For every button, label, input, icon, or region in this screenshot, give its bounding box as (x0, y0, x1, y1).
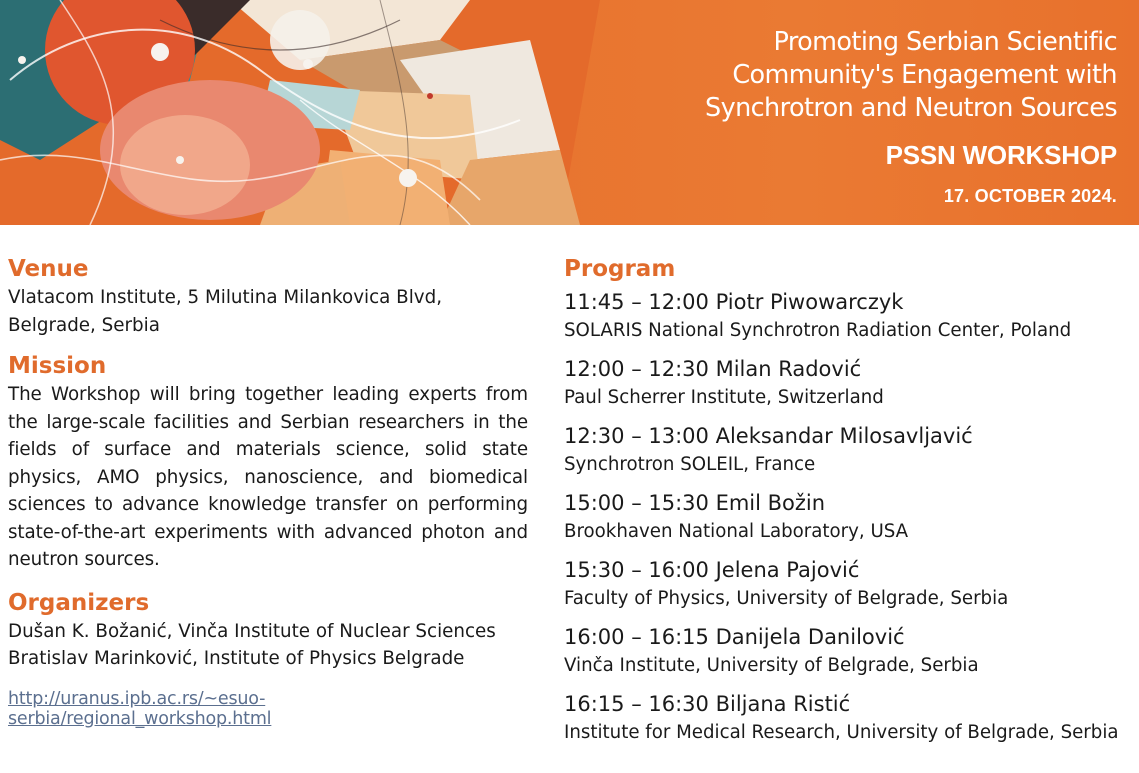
program-item (564, 354, 1134, 412)
program-slot (564, 354, 1134, 384)
workshop-name: PSSN WORKSHOP (885, 140, 1117, 170)
program-affiliation: Paul Scherrer Institute, Switzerland (564, 387, 884, 408)
program-speaker: Emil Božin (715, 491, 826, 515)
organizers-section (8, 588, 528, 673)
workshop-date: 17. OCTOBER 2024. (943, 186, 1117, 206)
program-item (564, 622, 1134, 680)
program-affiliation: Vinča Institute, University of Belgrade, Serbia (564, 655, 979, 676)
program-affiliation: Synchrotron SOLEIL, France (564, 454, 816, 475)
program-time: 12:00 – 12:30 (564, 357, 709, 381)
workshop-link[interactable]: http://uranus.ipb.ac.rs/~esuo-serbia/regional_workshop.html (8, 688, 272, 729)
program-affiliation: Faculty of Physics, University of Belgrade, Serbia (564, 588, 1009, 609)
program-affiliation: SOLARIS National Synchrotron Radiation Center, Poland (564, 320, 1072, 341)
program-heading: Program (564, 256, 676, 282)
organizer-line: Dušan K. Božanić, Vinča Institute of Nuclear Sciences (8, 620, 496, 642)
workshop-title: Promoting Serbian Scientific Community's Engagement with Synchrotron and Neutron Sources (705, 27, 1117, 123)
program-time: 16:00 – 16:15 (564, 625, 709, 649)
program-speaker: Milan Radović (715, 357, 862, 381)
left-column (8, 254, 528, 729)
program-slot (564, 622, 1134, 652)
organizers-heading: Organizers (8, 589, 150, 616)
program-item (564, 287, 1134, 345)
mission-heading: Mission (8, 353, 107, 379)
program-affiliation: Brookhaven National Laboratory, USA (564, 521, 909, 542)
program-speaker: Jelena Pajović (715, 558, 860, 582)
program-item (564, 421, 1134, 479)
program-item (564, 488, 1134, 546)
banner-text (705, 26, 1117, 207)
program-slot (564, 689, 1134, 719)
program-item (564, 689, 1134, 747)
program-slot (564, 488, 1134, 518)
program-item (564, 555, 1134, 613)
program-slot (564, 555, 1134, 585)
program-section (564, 254, 1134, 747)
program-time: 15:00 – 15:30 (564, 491, 709, 515)
program-time: 11:45 – 12:00 (564, 290, 709, 314)
venue-section (8, 254, 528, 339)
program-speaker: Biljana Ristić (715, 692, 851, 716)
mission-text: The Workshop will bring together leading experts from the large-scale facilities and Serbian researchers in the fields of surface and materials science, solid state physics, AMO physics, nanoscience, and biomedical sciences to advance knowledge transfer on performing state-of-the-art experiments with advanced photon and neutron sources. (8, 384, 528, 570)
program-speaker: Aleksandar Milosavljavić (715, 424, 973, 448)
program-time: 12:30 – 13:00 (564, 424, 709, 448)
program-affiliation: Institute for Medical Research, University of Belgrade, Serbia (564, 722, 1119, 743)
program-time: 16:15 – 16:30 (564, 692, 709, 716)
organizer-line: Bratislav Marinković, Institute of Physics Belgrade (8, 648, 465, 669)
program-speaker: Piotr Piwowarczyk (715, 290, 904, 314)
mission-section (8, 351, 528, 574)
program-time: 15:30 – 16:00 (564, 558, 709, 582)
venue-line: Belgrade, Serbia (8, 314, 160, 336)
program-speaker: Danijela Danilović (715, 625, 905, 649)
program-slot (564, 421, 1134, 451)
venue-heading: Venue (8, 256, 89, 282)
header-banner (0, 0, 1139, 225)
venue-line: Vlatacom Institute, 5 Milutina Milankovica Blvd, (8, 287, 443, 308)
abstract-art-illustration (0, 0, 600, 225)
program-slot (564, 287, 1134, 317)
